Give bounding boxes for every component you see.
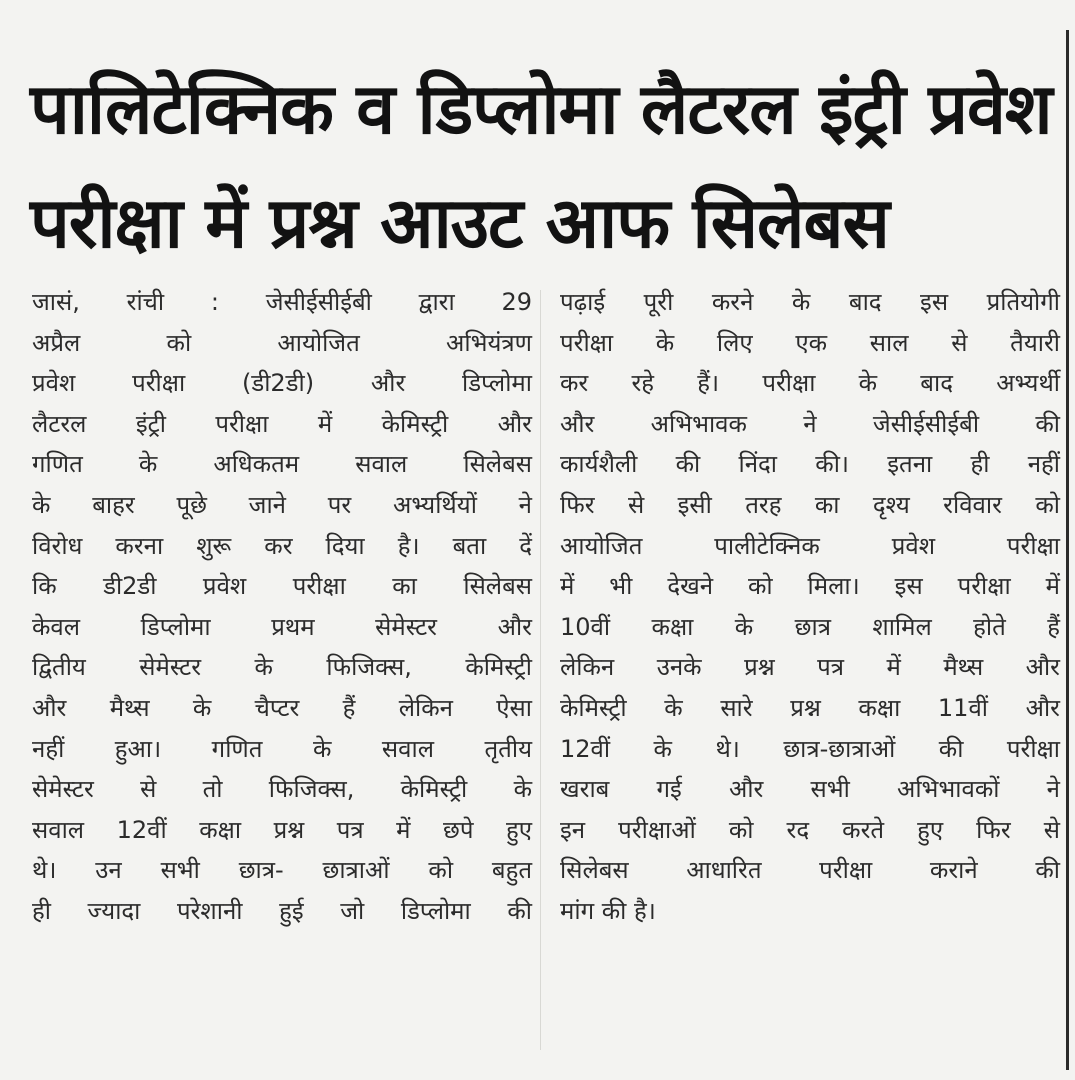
body-line: ही ज्यादा परेशानी हुई जो डिप्लोमा की: [32, 896, 532, 925]
body-line: जासं, रांची : जेसीईसीईबी द्वारा 29: [32, 288, 532, 316]
body-line: खराब गई और सभी अभिभावकों ने: [560, 775, 1060, 804]
body-line: लेकिन उनके प्रश्न पत्र में मैथ्स और: [560, 653, 1060, 682]
body-line: सवाल 12वीं कक्षा प्रश्न पत्र में छपे हुए: [32, 815, 532, 844]
body-line: 12वीं के थे। छात्र-छात्राओं की परीक्षा: [560, 734, 1060, 763]
body-line: गणित के अधिकतम सवाल सिलेबस: [32, 450, 532, 479]
column-rule: [1066, 30, 1069, 1070]
body-line: अप्रैल को आयोजित अभियंत्रण: [32, 328, 532, 357]
body-line: सेमेस्टर से तो फिजिक्स, केमिस्ट्री के: [32, 775, 532, 804]
body-line: में भी देखने को मिला। इस परीक्षा में: [560, 572, 1060, 601]
body-line: विरोध करना शुरू कर दिया है। बता दें: [32, 531, 532, 560]
body-line: प्रवेश परीक्षा (डी2डी) और डिप्लोमा: [32, 369, 532, 398]
body-line: थे। उन सभी छात्र- छात्राओं को बहुत: [32, 856, 532, 885]
body-line: 10वीं कक्षा के छात्र शामिल होते हैं: [560, 612, 1060, 641]
body-line: पढ़ाई पूरी करने के बाद इस प्रतियोगी: [560, 288, 1060, 316]
body-line: फिर से इसी तरह का दृश्य रविवार को: [560, 490, 1060, 519]
body-line: मांग की है।: [560, 896, 656, 925]
article-headline: [30, 52, 1060, 280]
body-line: कर रहे हैं। परीक्षा के बाद अभ्यर्थी: [560, 369, 1060, 398]
body-line: केवल डिप्लोमा प्रथम सेमेस्टर और: [32, 612, 532, 641]
body-line: और मैथ्स के चैप्टर हैं लेकिन ऐसा: [32, 693, 532, 722]
body-line: के बाहर पूछे जाने पर अभ्यर्थियों ने: [32, 490, 532, 519]
body-line: नहीं हुआ। गणित के सवाल तृतीय: [32, 734, 532, 763]
body-line: लैटरल इंट्री परीक्षा में केमिस्ट्री और: [32, 409, 532, 438]
body-line: आयोजित पालीटेक्निक प्रवेश परीक्षा: [560, 531, 1060, 560]
headline-line-1: पालिटेक्निक व डिप्लोमा लैटरल इंट्री प्रवेश: [30, 68, 1052, 150]
column-divider: [540, 290, 541, 1050]
body-line: कि डी2डी प्रवेश परीक्षा का सिलेबस: [32, 572, 532, 601]
article-column-left: [32, 282, 532, 932]
article-column-right: [560, 282, 1060, 932]
body-line: परीक्षा के लिए एक साल से तैयारी: [560, 328, 1060, 357]
body-line: द्वितीय सेमेस्टर के फिजिक्स, केमिस्ट्री: [32, 653, 532, 682]
body-line: केमिस्ट्री के सारे प्रश्न कक्षा 11वीं और: [560, 693, 1060, 722]
headline-line-2: परीक्षा में प्रश्न आउट आफ सिलेबस: [30, 182, 889, 264]
body-line: इन परीक्षाओं को रद करते हुए फिर से: [560, 815, 1060, 844]
body-line: और अभिभावक ने जेसीईसीईबी की: [560, 409, 1060, 438]
body-line: सिलेबस आधारित परीक्षा कराने की: [560, 856, 1060, 885]
body-line: कार्यशैली की निंदा की। इतना ही नहीं: [560, 450, 1060, 479]
